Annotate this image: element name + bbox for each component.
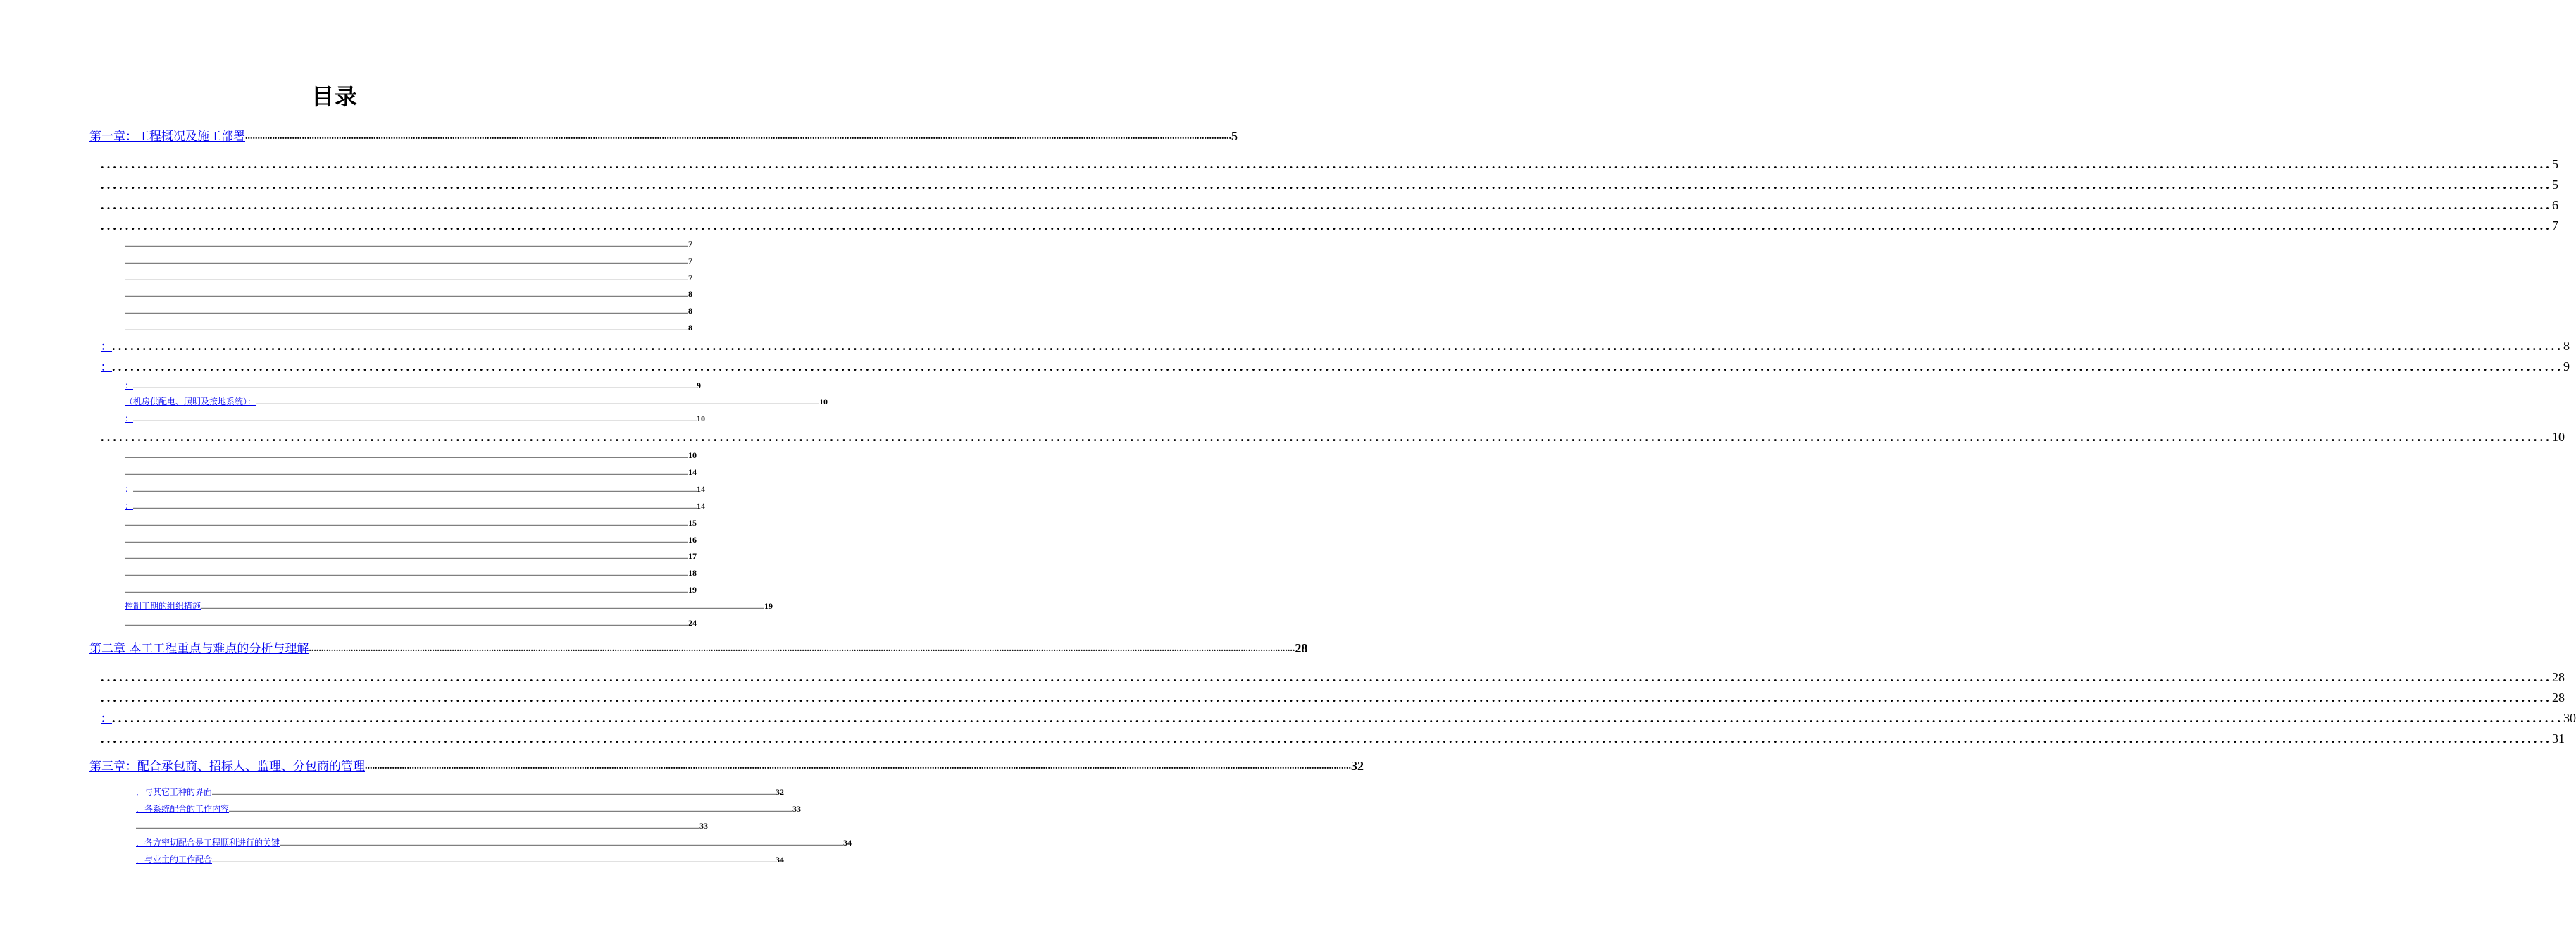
toc-dot-leader: ................................................................................................................................................................................................................................................................................................................................................................................................................ [125, 309, 688, 315]
toc-page-number: 33 [699, 821, 708, 831]
toc-entry[interactable] [125, 271, 692, 283]
toc-entry[interactable] [136, 803, 802, 815]
toc-entry[interactable] [125, 287, 692, 299]
toc-entry[interactable] [101, 337, 2570, 354]
toc-dot-leader: ................................................................................................................................................................................................................................................................................................................................................................................................................ [112, 711, 2564, 725]
toc-entry[interactable] [101, 709, 2576, 726]
toc-dot-leader: ................................................................................................................................................................................................................................................................................................................................................................................................................ [245, 131, 1231, 142]
toc-entry-label[interactable]: 控制工期的组织措施 [125, 601, 201, 611]
toc-entry-label[interactable]: ．与业主的工作配合 [136, 855, 213, 865]
page-title: 目录 [311, 83, 358, 110]
toc-page-number: 10 [688, 450, 697, 460]
toc-page-number: 32 [1351, 759, 1364, 773]
toc-page-number: 9 [2563, 359, 2570, 373]
toc-entry-label[interactable]: ．与其它工种的界面 [136, 787, 213, 797]
toc-page-number: 14 [697, 501, 706, 511]
toc-page-number: 10 [2552, 430, 2565, 444]
toc-page-number: 34 [776, 855, 785, 865]
toc-dot-leader: ................................................................................................................................................................................................................................................................................................................................................................................................................ [101, 430, 2552, 444]
toc-dot-leader: ................................................................................................................................................................................................................................................................................................................................................................................................................ [112, 359, 2564, 373]
toc-entry[interactable] [89, 125, 1238, 144]
toc-dot-leader: ................................................................................................................................................................................................................................................................................................................................................................................................................ [101, 198, 2552, 212]
toc-page-number: 10 [819, 397, 828, 407]
toc-page-number: 24 [688, 618, 697, 628]
toc-dot-leader: ................................................................................................................................................................................................................................................................................................................................................................................................................ [125, 521, 688, 527]
toc-dot-leader: ................................................................................................................................................................................................................................................................................................................................................................................................................ [101, 178, 2552, 192]
toc-entry[interactable] [101, 688, 2565, 705]
toc-entry[interactable] [101, 216, 2558, 233]
toc-entry-label[interactable]: ： [125, 380, 134, 390]
toc-entry[interactable] [101, 428, 2565, 445]
toc-dot-leader: ................................................................................................................................................................................................................................................................................................................................................................................................................ [125, 453, 688, 459]
toc-dot-leader: ................................................................................................................................................................................................................................................................................................................................................................................................................ [125, 470, 688, 476]
toc-page-number: 7 [2552, 218, 2558, 233]
toc-page-number: 7 [688, 273, 692, 283]
toc-entry[interactable] [125, 379, 702, 391]
toc-dot-leader: ................................................................................................................................................................................................................................................................................................................................................................................................................ [136, 824, 699, 830]
toc-page-number: 9 [697, 380, 702, 390]
toc-entry[interactable] [89, 638, 1308, 656]
toc-page-number: 33 [792, 804, 802, 814]
toc-page-number: 5 [1231, 129, 1238, 143]
toc-entry[interactable] [125, 567, 697, 578]
toc-entry[interactable] [125, 395, 828, 407]
toc-entry[interactable] [101, 175, 2558, 192]
toc-entry[interactable] [125, 583, 697, 595]
toc-entry[interactable] [136, 836, 852, 848]
toc-entry-label[interactable]: 第一章：工程概况及施工部署 [89, 130, 245, 144]
toc-dot-leader: ................................................................................................................................................................................................................................................................................................................................................................................................................ [101, 218, 2552, 233]
toc-dot-leader: ................................................................................................................................................................................................................................................................................................................................................................................................................ [309, 643, 1295, 654]
toc-dot-leader: ................................................................................................................................................................................................................................................................................................................................................................................................................ [125, 588, 688, 594]
toc-dot-leader: ................................................................................................................................................................................................................................................................................................................................................................................................................ [133, 416, 697, 423]
toc-entry[interactable] [125, 237, 692, 249]
toc-entry-label[interactable]: 第二章 本工工程重点与难点的分析与理解 [89, 642, 309, 656]
toc-dot-leader: ................................................................................................................................................................................................................................................................................................................................................................................................................ [101, 670, 2552, 684]
toc-dot-leader: ................................................................................................................................................................................................................................................................................................................................................................................................................ [101, 157, 2552, 171]
toc-entry[interactable] [125, 466, 697, 478]
toc-entry[interactable] [125, 600, 773, 612]
toc-dot-leader: ................................................................................................................................................................................................................................................................................................................................................................................................................ [125, 242, 688, 248]
toc-entry-label[interactable]: ．各系统配合的工作内容 [136, 804, 230, 814]
toc-entry[interactable] [101, 357, 2570, 374]
toc-page-number: 31 [2552, 731, 2565, 745]
toc-entry-label[interactable]: 第三章：配合承包商、招标人、监理、分包商的管理 [89, 760, 365, 774]
toc-entry[interactable] [125, 304, 692, 316]
toc-entry[interactable] [125, 254, 692, 266]
toc-dot-leader: ................................................................................................................................................................................................................................................................................................................................................................................................................ [201, 604, 765, 610]
toc-entry[interactable] [101, 196, 2558, 213]
toc-dot-leader: ................................................................................................................................................................................................................................................................................................................................................................................................................ [125, 326, 688, 332]
toc-dot-leader: ................................................................................................................................................................................................................................................................................................................................................................................................................ [125, 276, 688, 282]
toc-entry-label[interactable]: （机房供配电、照明及接地系统）： [125, 397, 256, 407]
toc-dot-leader: ................................................................................................................................................................................................................................................................................................................................................................................................................ [101, 691, 2552, 705]
toc-entry[interactable] [125, 321, 692, 333]
toc-entry-label[interactable]: ： [125, 414, 134, 423]
toc-entry-label[interactable]: ．各方密切配合是工程顺利进行的关键 [136, 838, 280, 848]
toc-page-number: 8 [688, 289, 692, 299]
toc-dot-leader: ................................................................................................................................................................................................................................................................................................................................................................................................................ [229, 807, 793, 813]
toc-entry[interactable] [136, 786, 785, 798]
toc-page-number: 30 [2563, 711, 2576, 725]
toc-dot-leader: ................................................................................................................................................................................................................................................................................................................................................................................................................ [212, 858, 776, 864]
toc-page-number: 6 [2552, 198, 2558, 212]
toc-page-number: 7 [688, 256, 692, 266]
toc-entry-label[interactable]: ： [101, 713, 113, 725]
toc-entry[interactable] [101, 155, 2558, 172]
toc-dot-leader: ................................................................................................................................................................................................................................................................................................................................................................................................................ [256, 400, 820, 406]
toc-page-number: 19 [764, 601, 773, 611]
toc-page-number: 28 [2552, 691, 2565, 705]
toc-dot-leader: ................................................................................................................................................................................................................................................................................................................................................................................................................ [112, 339, 2564, 353]
toc-page-number: 17 [688, 551, 697, 561]
toc-page-number: 8 [688, 306, 692, 316]
toc-page-number: 32 [776, 787, 785, 797]
toc-page-number: 7 [688, 239, 692, 249]
toc-page-number: 18 [688, 568, 697, 578]
toc-dot-leader: ................................................................................................................................................................................................................................................................................................................................................................................................................ [125, 621, 688, 627]
toc-page-number: 10 [697, 414, 706, 423]
toc-page-number: 16 [688, 535, 697, 545]
toc-dot-leader: ................................................................................................................................................................................................................................................................................................................................................................................................................ [133, 383, 697, 390]
toc-entry[interactable] [125, 412, 706, 424]
toc-dot-leader: ................................................................................................................................................................................................................................................................................................................................................................................................................ [125, 292, 688, 298]
toc-page-number: 14 [697, 484, 706, 494]
toc-entry[interactable] [125, 483, 706, 495]
toc-entry-label[interactable]: ： [125, 501, 134, 511]
toc-page-number: 14 [688, 467, 697, 477]
toc-dot-leader: ................................................................................................................................................................................................................................................................................................................................................................................................................ [101, 731, 2552, 745]
toc-dot-leader: ................................................................................................................................................................................................................................................................................................................................................................................................................ [133, 487, 697, 493]
toc-dot-leader: ................................................................................................................................................................................................................................................................................................................................................................................................................ [125, 554, 688, 560]
toc-dot-leader: ................................................................................................................................................................................................................................................................................................................................................................................................................ [125, 571, 688, 577]
toc-dot-leader: ................................................................................................................................................................................................................................................................................................................................................................................................................ [212, 790, 776, 796]
toc-entry[interactable] [125, 449, 697, 461]
toc-entry-label[interactable]: ： [101, 361, 113, 373]
toc-entry[interactable] [101, 668, 2565, 685]
toc-dot-leader: ................................................................................................................................................................................................................................................................................................................................................................................................................ [365, 761, 1351, 772]
toc-entry[interactable] [125, 500, 706, 512]
toc-page-number: 5 [2552, 157, 2558, 171]
toc-page-number: 8 [2563, 339, 2570, 353]
toc-dot-leader: ................................................................................................................................................................................................................................................................................................................................................................................................................ [133, 504, 697, 510]
toc-entry[interactable] [89, 755, 1364, 774]
toc-entry[interactable] [125, 617, 697, 629]
toc-page-number: 15 [688, 518, 697, 528]
toc-dot-leader: ................................................................................................................................................................................................................................................................................................................................................................................................................ [125, 538, 688, 544]
toc-entry[interactable] [101, 729, 2565, 746]
toc-page-number: 34 [843, 838, 852, 848]
toc-entry-label[interactable]: ： [101, 341, 113, 353]
toc-page-number: 28 [1295, 641, 1308, 655]
toc-entry[interactable] [125, 550, 697, 562]
toc-page-number: 8 [688, 323, 692, 333]
toc-page-number: 28 [2552, 670, 2565, 684]
toc-entry[interactable] [136, 853, 785, 865]
toc-entry[interactable] [125, 533, 697, 545]
toc-page-number: 19 [688, 585, 697, 595]
toc-dot-leader: ................................................................................................................................................................................................................................................................................................................................................................................................................ [125, 259, 688, 265]
toc-page-number: 5 [2552, 178, 2558, 192]
toc-entry-label[interactable]: ： [125, 484, 134, 494]
toc-dot-leader: ................................................................................................................................................................................................................................................................................................................................................................................................................ [280, 841, 844, 847]
toc-entry[interactable] [136, 819, 708, 831]
toc-entry[interactable] [125, 516, 697, 528]
